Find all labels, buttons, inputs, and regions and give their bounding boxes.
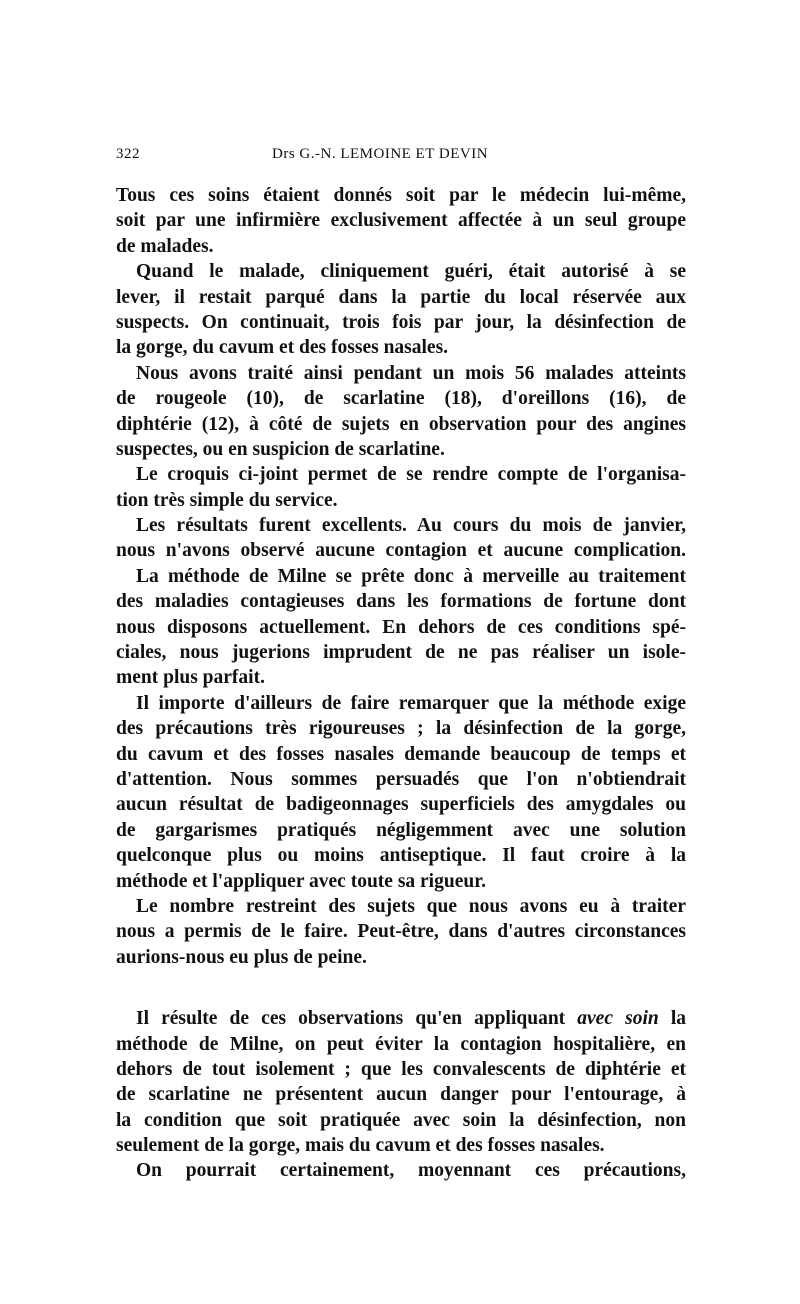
text-line: quelconque plus ou moins antiseptique. Il faut croire à la bbox=[116, 845, 686, 867]
text-line: diphtérie (12), à côté de sujets en observation pour des angines bbox=[116, 413, 686, 435]
text-line: du cavum et des fosses nasales demande beaucoup de temps et bbox=[116, 743, 686, 765]
text-line: ment plus parfait. bbox=[116, 667, 265, 689]
text-line: Nous avons traité ainsi pendant un mois 56 malades atteints bbox=[136, 362, 686, 384]
text-line: Le nombre restreint des sujets que nous avons eu à traiter bbox=[136, 895, 686, 917]
text-line: soit par une infirmière exclusivement affectée à un seul groupe bbox=[116, 210, 686, 232]
page-number: 322 bbox=[116, 146, 140, 162]
text-line: La méthode de Milne se prête donc à merveille au traitement bbox=[136, 565, 686, 587]
text-line: dehors de tout isolement ; que les convalescents de diphtérie et bbox=[116, 1058, 686, 1080]
page-header bbox=[116, 146, 686, 170]
text-line: la gorge, du cavum et des fosses nasales. bbox=[116, 337, 449, 359]
text-line: Il importe d'ailleurs de faire remarquer que la méthode exige bbox=[136, 692, 686, 714]
section-gap bbox=[116, 970, 686, 1006]
text-line: suspects. On continuait, trois fois par jour, la désinfection de bbox=[116, 311, 686, 333]
text-line bbox=[116, 1006, 686, 1031]
text-line: On pourrait certainement, moyennant ces précautions, bbox=[136, 1160, 686, 1182]
text-line: aurions-nous eu plus de peine. bbox=[116, 946, 367, 968]
text-line: tion très simple du service. bbox=[116, 489, 338, 511]
text-line: Quand le malade, cliniquement guéri, était autorisé à se bbox=[136, 261, 686, 283]
text-fragment: Il résulte de ces observations qu'en appliquant bbox=[136, 1008, 566, 1030]
text-line: des précautions très rigoureuses ; la désinfection de la gorge, bbox=[116, 718, 686, 740]
text-line: suspectes, ou en suspicion de scarlatine. bbox=[116, 438, 445, 460]
text-line: nous disposons actuellement. En dehors de ces conditions spé- bbox=[116, 616, 686, 638]
text-line: la condition que soit pratiquée avec soin la désinfection, non bbox=[116, 1109, 686, 1131]
body-text bbox=[116, 183, 686, 1184]
text-line: de gargarismes pratiqués négligemment avec une solution bbox=[116, 819, 686, 841]
text-line: nous a permis de le faire. Peut-être, dans d'autres circonstances bbox=[116, 921, 686, 943]
text-line: de rougeole (10), de scarlatine (18), d'oreillons (16), de bbox=[116, 388, 686, 410]
text-line: nous n'avons observé aucune contagion et aucune complication. bbox=[116, 540, 686, 562]
running-head: Drs G.-N. LEMOINE ET DEVIN bbox=[272, 146, 489, 162]
text-line: méthode de Milne, on peut éviter la contagion hospitalière, en bbox=[116, 1033, 686, 1055]
text-line: Le croquis ci-joint permet de se rendre compte de l'organisa- bbox=[136, 464, 686, 486]
italic-emphasis: avec soin bbox=[577, 1008, 659, 1030]
text-line: de malades. bbox=[116, 235, 214, 257]
text-fragment: la bbox=[670, 1008, 687, 1030]
text-line: lever, il restait parqué dans la partie du local réservée aux bbox=[116, 286, 686, 308]
text-line: méthode et l'appliquer avec toute sa rigueur. bbox=[116, 870, 486, 892]
text-line: d'attention. Nous sommes persuadés que l'on n'obtiendrait bbox=[116, 768, 686, 790]
text-line: de scarlatine ne présentent aucun danger pour l'entourage, à bbox=[116, 1084, 686, 1106]
text-line: seulement de la gorge, mais du cavum et des fosses nasales. bbox=[116, 1135, 605, 1157]
text-line: aucun résultat de badigeonnages superficiels des amygdales ou bbox=[116, 794, 686, 816]
text-line: des maladies contagieuses dans les formations de fortune dont bbox=[116, 591, 686, 613]
text-line: Tous ces soins étaient donnés soit par le médecin lui-même, bbox=[116, 185, 686, 206]
text-line: Les résultats furent excellents. Au cours du mois de janvier, bbox=[136, 515, 686, 537]
text-line: ciales, nous jugerions imprudent de ne pas réaliser un isole- bbox=[116, 642, 686, 664]
